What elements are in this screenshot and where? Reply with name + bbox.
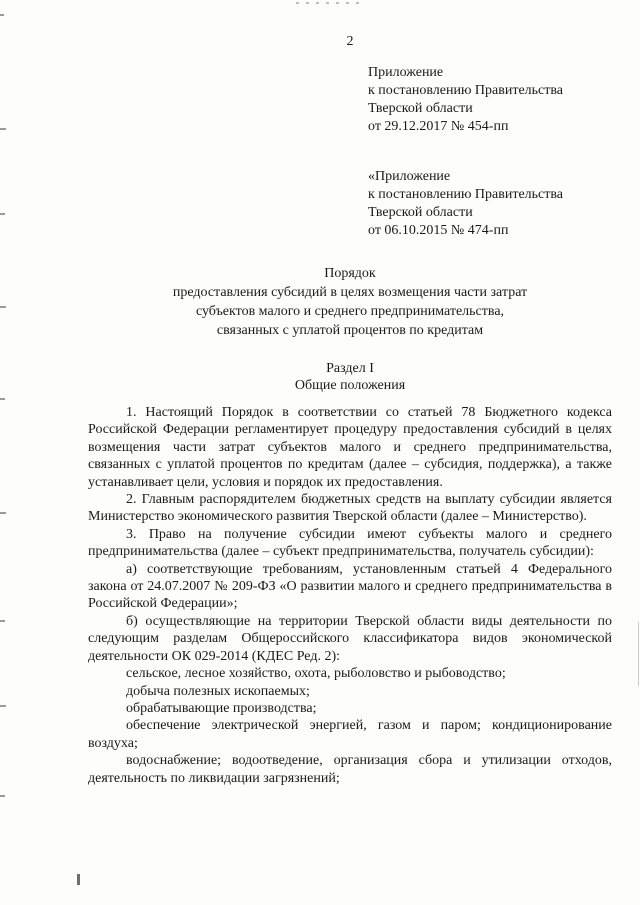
paragraph-item-b: б) осуществляющие на территории Тверской области виды деятельности по следующим разделам Общероссийского классификатора видов экономической деятельности ОК 029-2014 (КДЕС Ред. 2): bbox=[88, 613, 612, 664]
appendix-line: от 29.12.2017 № 454-пп bbox=[368, 119, 509, 134]
scan-artifact-bottom bbox=[77, 874, 80, 885]
list-item-activity-3: обрабатывающие производства; bbox=[126, 700, 317, 716]
appendix-reference-2 bbox=[368, 168, 612, 240]
scan-artifact-right bbox=[638, 622, 639, 686]
list-item-activity-2: добыча полезных ископаемых; bbox=[126, 683, 310, 699]
title-line: субъектов малого и среднего предпринимательства, bbox=[195, 304, 505, 319]
appendix-line: к постановлению Правительства bbox=[368, 83, 564, 98]
scan-artifact-top bbox=[296, 2, 360, 4]
appendix-line: Тверской области bbox=[368, 205, 473, 220]
scan-artifact-left bbox=[0, 306, 6, 308]
paragraph-item-a: а) соответствующие требованиям, установленным статьей 4 Федерального закона от 24.07.2007 № 209-ФЗ «О развитии малого и среднего предпринимательства в Российской Федерации»; bbox=[88, 561, 612, 612]
list-item-activity-1: сельское, лесное хозяйство, охота, рыболовство и рыбоводство; bbox=[126, 666, 506, 682]
appendix-line: Тверской области bbox=[368, 101, 473, 116]
scan-artifact-left bbox=[0, 795, 5, 797]
document-content bbox=[88, 64, 612, 787]
page-number: 2 bbox=[346, 34, 354, 49]
scan-artifact-left bbox=[0, 512, 6, 514]
section-subheading: Общие положения bbox=[294, 378, 406, 393]
scan-artifact-left bbox=[0, 398, 5, 400]
paragraph-3: 3. Право на получение субсидии имеют субъекты малого и среднего предпринимательства (далее – субъект предпринимательства, получатель субсидии): bbox=[88, 526, 612, 560]
title-line: предоставления субсидий в целях возмещения части затрат bbox=[172, 285, 528, 300]
list-item-activity-5: водоснабжение; водоотведение, организация сбора и утилизации отходов, деятельность по ликвидации загрязнений; bbox=[88, 753, 612, 786]
title-line: Порядок bbox=[324, 266, 376, 281]
scan-artifact-left bbox=[0, 128, 6, 130]
paragraph-2: 2. Главным распорядителем бюджетных средств на выплату субсидии является Министерство экономического развития Тверской области (далее – Министерство). bbox=[88, 492, 612, 525]
appendix-line: Приложение bbox=[368, 65, 444, 80]
appendix-line: «Приложение bbox=[368, 169, 451, 184]
document-title bbox=[88, 264, 612, 340]
scan-artifact-left bbox=[0, 14, 4, 16]
scan-artifact-left bbox=[0, 213, 5, 215]
appendix-line: к постановлению Правительства bbox=[368, 187, 564, 202]
scan-artifact-left bbox=[0, 620, 5, 622]
appendix-line: от 06.10.2015 № 474-пп bbox=[368, 223, 509, 238]
scan-artifact-left bbox=[0, 705, 6, 707]
document-body bbox=[88, 404, 612, 787]
section-heading: Раздел I bbox=[326, 361, 374, 376]
title-line: связанных с уплатой процентов по кредитам bbox=[216, 323, 484, 338]
list-item-activity-4: обеспечение электрической энергией, газом и паром; кондиционирование воздуха; bbox=[88, 718, 612, 751]
appendix-reference-1 bbox=[368, 64, 612, 136]
paragraph-1: 1. Настоящий Порядок в соответствии со статьей 78 Бюджетного кодекса Российской Федерации регламентирует процедуру предоставления субсидий в целях возмещения части затрат субъектов малого и среднего предпринимательства, связанных с уплатой процентов по кредитам (далее – субсидия, поддержка), а также устанавливает цели, условия и порядок их предоставления. bbox=[88, 405, 612, 490]
